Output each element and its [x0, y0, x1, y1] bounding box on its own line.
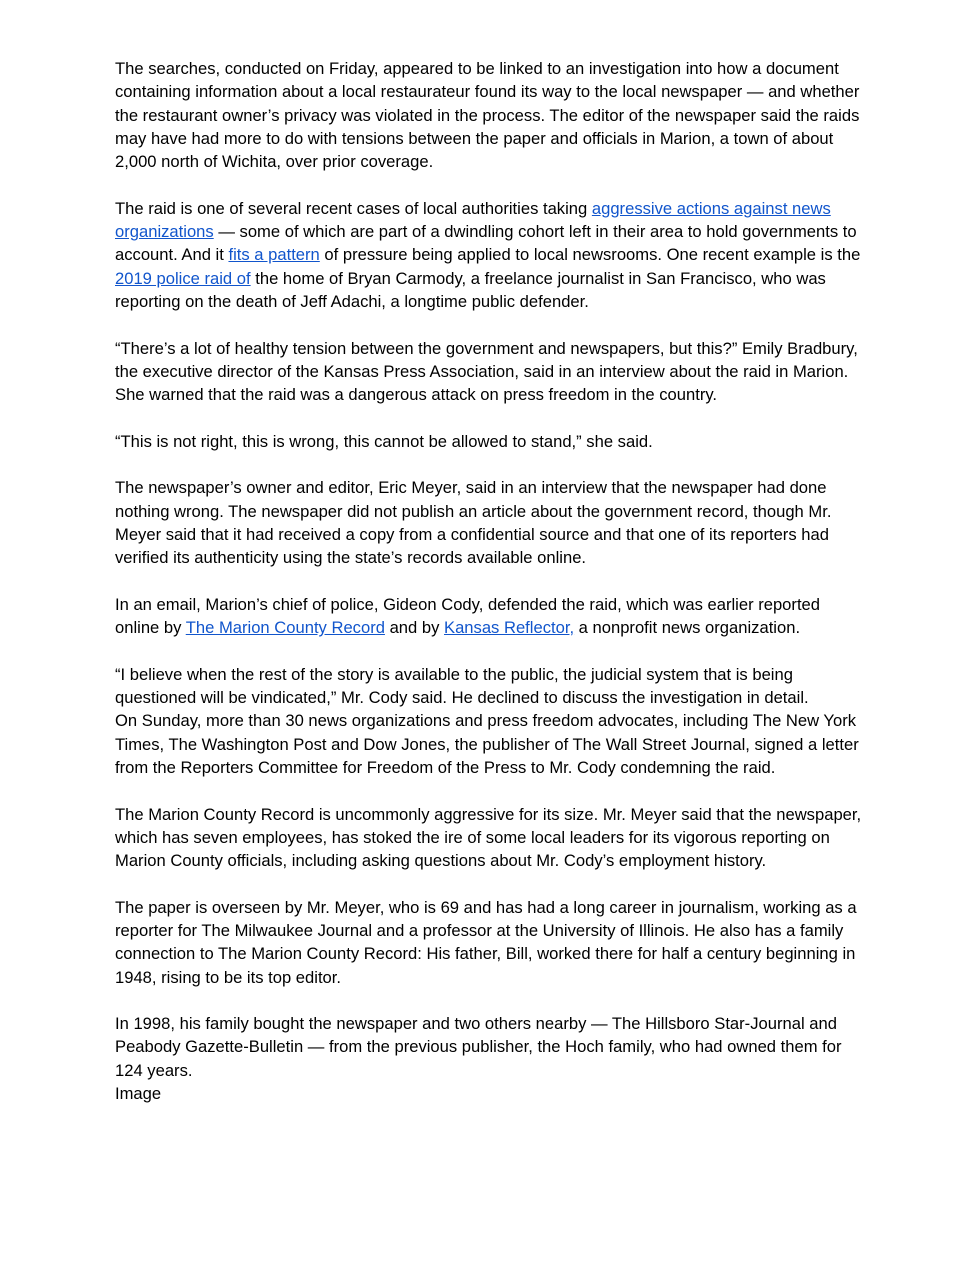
paragraph-text: The raid is one of several recent cases of local authorities taking: [115, 198, 592, 218]
paragraph-cody-email: [115, 593, 865, 640]
link-fits-a-pattern[interactable]: fits a pattern: [228, 245, 320, 265]
paragraph-not-right-quote: “This is not right, this is wrong, this cannot be allowed to stand,” she said.: [115, 431, 653, 451]
link-2019-police-raid[interactable]: 2019 police raid of: [115, 268, 251, 288]
paragraph-text: — some of which are part of a dwindling cohort left in their area to hold governments to account. And it: [115, 222, 857, 265]
paragraph-text: In an email, Marion’s chief of police, Gideon Cody, defended the raid, which was earlier reported online by: [115, 594, 821, 638]
paragraph-bradbury-quote: “There’s a lot of healthy tension between the government and newspapers, but this?” Emily Bradbury, the executive director of the Kansas Press Association, said in an interview about the raid in Marion. She warned that the raid was a dangerous attack on press freedom in the country.: [115, 338, 858, 405]
paragraph-text: and by: [384, 618, 444, 638]
paragraph-text: a nonprofit news organization.: [574, 618, 801, 638]
paragraph-meyer-statement: The newspaper’s owner and editor, Eric Meyer, said in an interview that the newspaper had done nothing wrong. The newspaper did not publish an article about the government record, though Mr. Meyer said that it had received a copy from a confidential source and that one of its reporters had verified its authenticity using the state’s records available online.: [115, 478, 832, 568]
image-placeholder-label: Image: [115, 1084, 162, 1104]
paragraph-searches: The searches, conducted on Friday, appeared to be linked to an investigation into how a document containing information about a local restaurateur found its way to the local newspaper — and whether the restaurant owner’s privacy was violated in the process. The editor of the newspaper said the raids may have had more to do with tensions between the paper and officials in Marion, a town of about 2,000 north of Wichita, over prior coverage.: [115, 59, 860, 172]
link-aggressive-actions[interactable]: aggressive actions against news organizations: [115, 198, 831, 242]
paragraph-raid-pattern: [115, 197, 865, 313]
link-marion-county-record[interactable]: The Marion County Record: [185, 618, 385, 638]
link-kansas-reflector[interactable]: Kansas Reflector,: [444, 618, 575, 638]
paragraph-text: the home of Bryan Carmody, a freelance journalist in San Francisco, who was reporting on the death of Jeff Adachi, a longtime public defender.: [115, 268, 826, 311]
paragraph-meyer-career: The paper is overseen by Mr. Meyer, who is 69 and has had a long career in journalism, working as a reporter for The Milwaukee Journal and a professor at the University of Illinois. He also has a family connection to The Marion County Record: His father, Bill, worked there for half a century beginning in 1948, rising to be its top editor.: [115, 897, 857, 987]
paragraph-cody-quote: “I believe when the rest of the story is available to the public, the judicial system that is being questioned will be vindicated,” Mr. Cody said. He declined to discuss the investigation in detail.: [115, 664, 809, 708]
paragraph-record-aggressive: The Marion County Record is uncommonly aggressive for its size. Mr. Meyer said that the newspaper, which has seven employees, has stoked the ire of some local leaders for its vigorous reporting on Marion County officials, including asking questions about Mr. Cody’s employment history.: [115, 804, 862, 871]
article-body: [115, 57, 865, 1105]
paragraph-letter: On Sunday, more than 30 news organizations and press freedom advocates, including The New York Times, The Washington Post and Dow Jones, the publisher of The Wall Street Journal, signed a letter from the Reporters Committee for Freedom of the Press to Mr. Cody condemning the raid.: [115, 711, 859, 777]
paragraph-text: of pressure being applied to local newsrooms. One recent example is the: [319, 245, 861, 265]
paragraph-1998-purchase: In 1998, his family bought the newspaper and two others nearby — The Hillsboro Star-Journal and Peabody Gazette-Bulletin — from the previous publisher, the Hoch family, who had owned them for 124 years.: [115, 1014, 842, 1080]
